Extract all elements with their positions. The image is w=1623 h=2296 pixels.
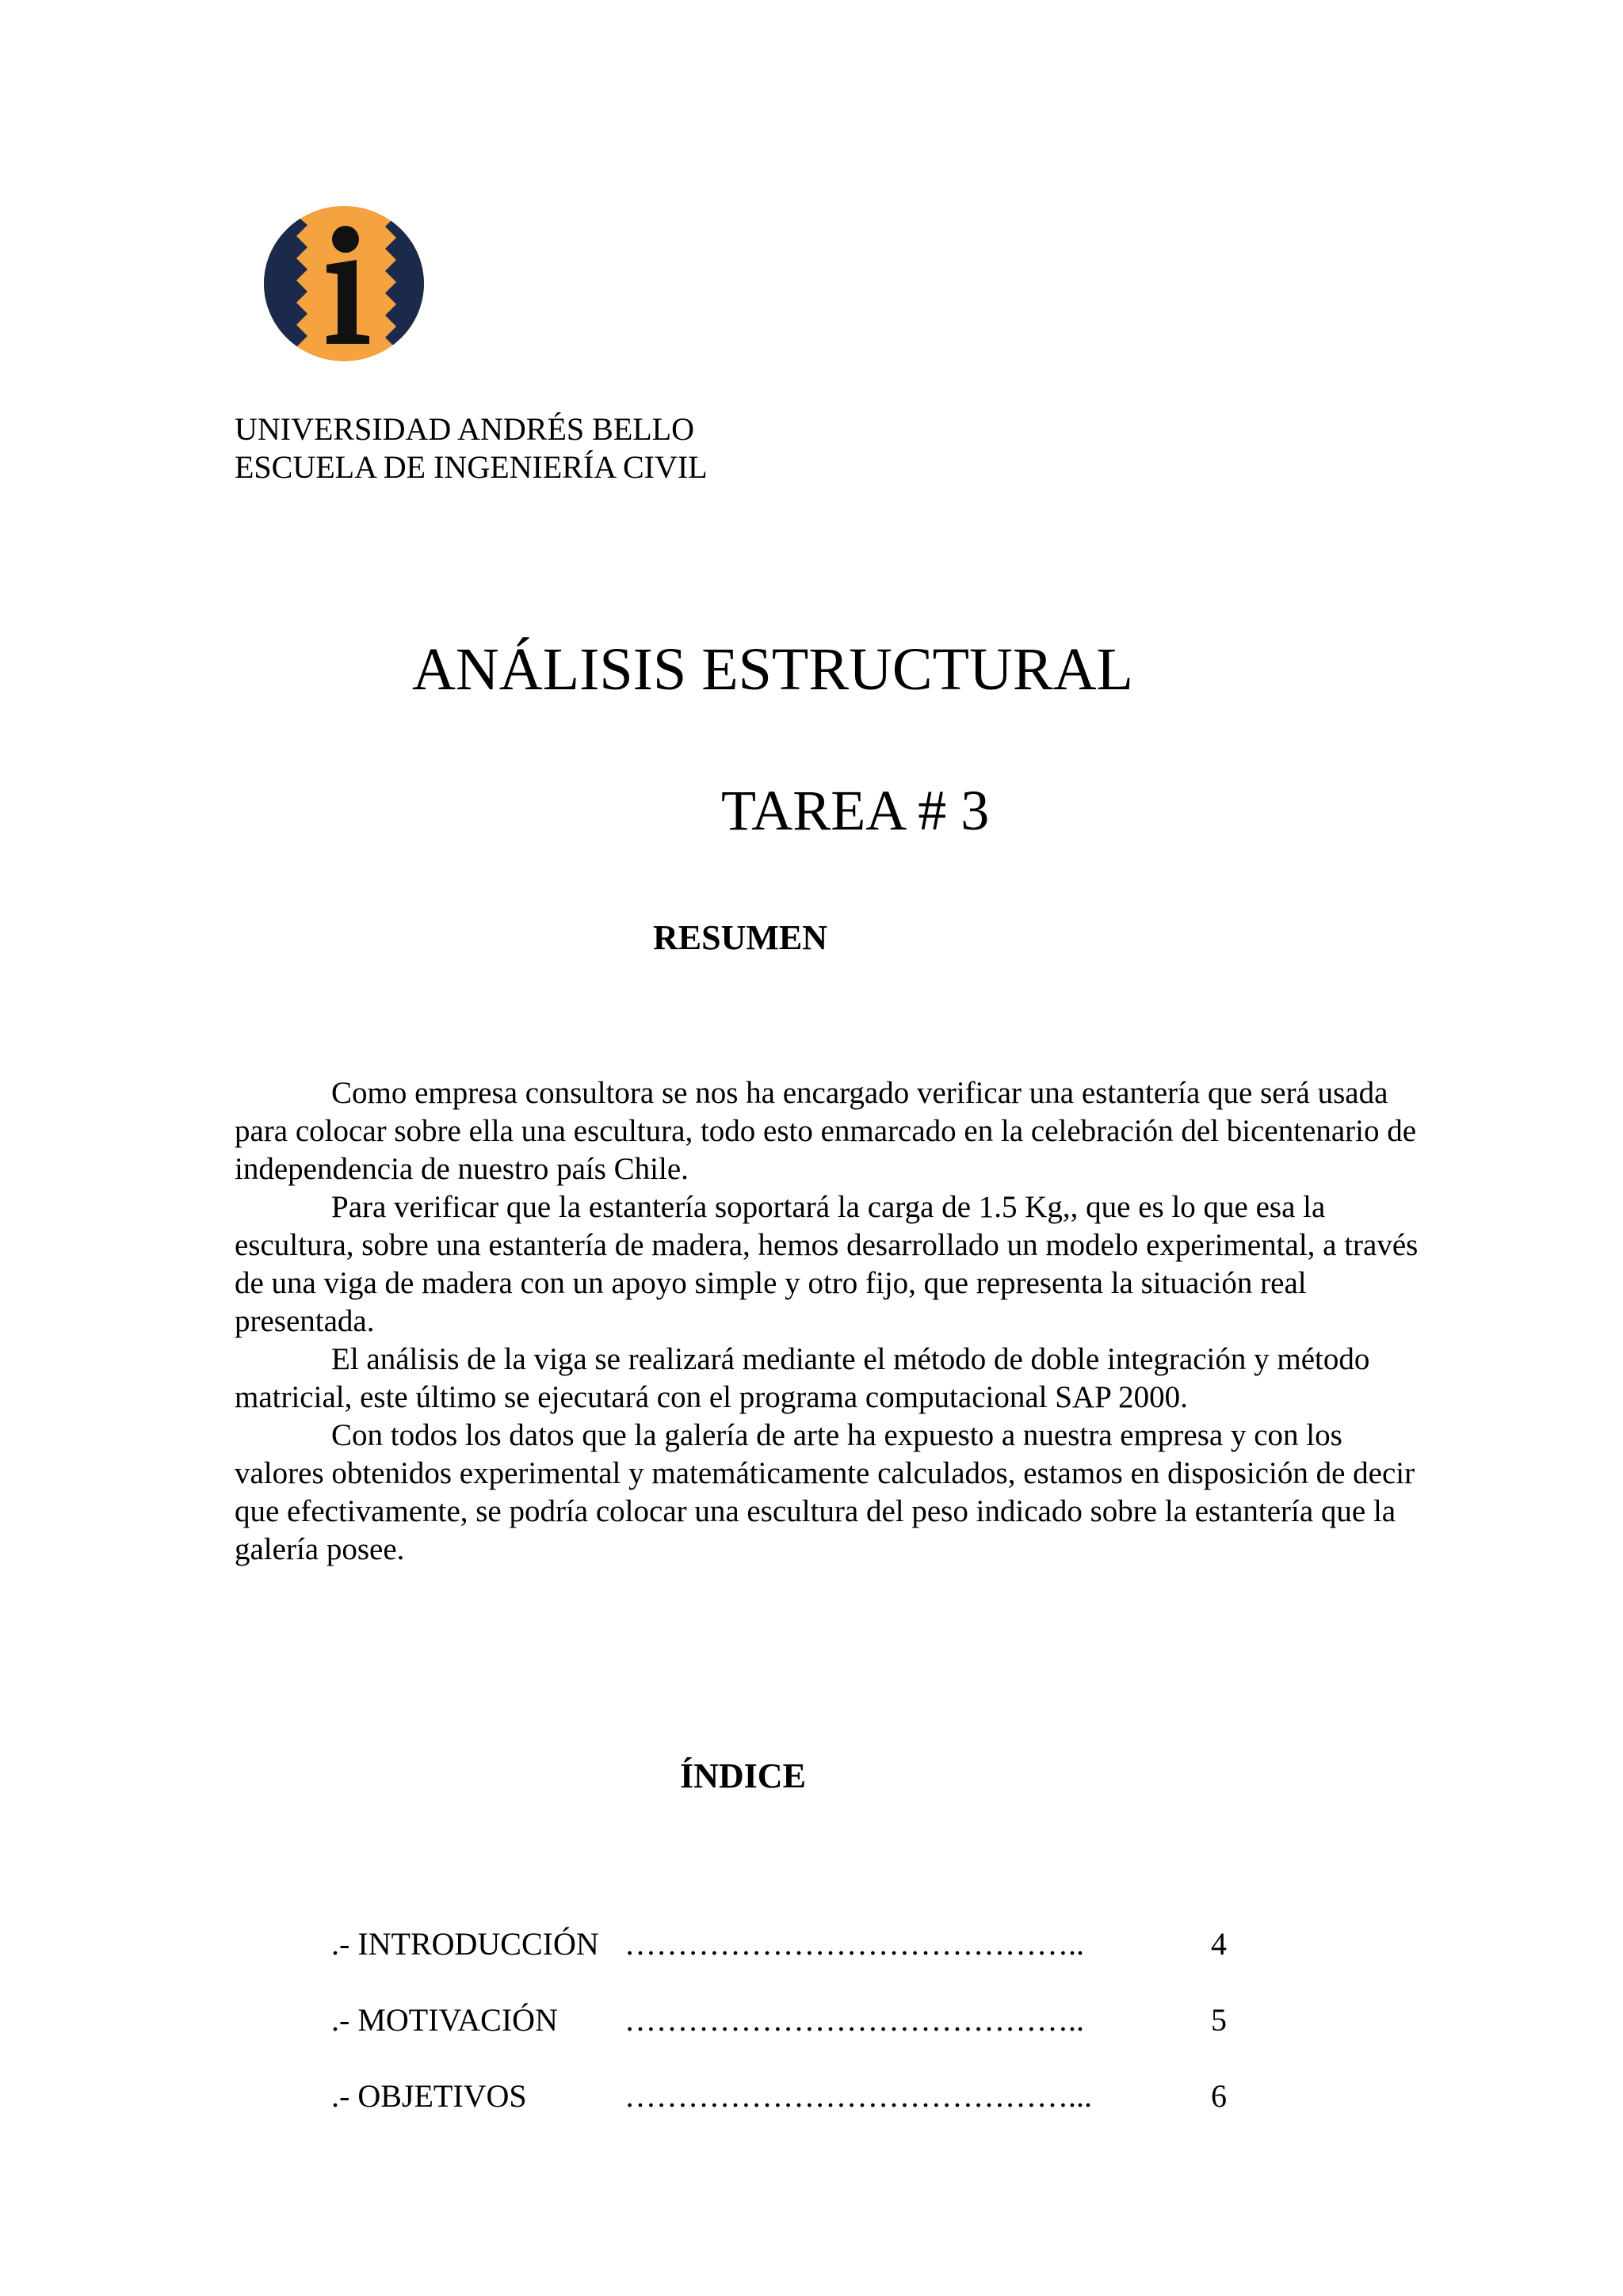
toc-leader: …………………………………….. [624, 2002, 1084, 2038]
toc-leader: …………………………………….. [624, 1926, 1084, 1962]
university-info-logo-icon [263, 204, 426, 363]
toc-page-number: 5 [1211, 2002, 1227, 2038]
institution-name: UNIVERSIDAD ANDRÉS BELLO [235, 411, 694, 447]
resumen-heading: RESUMEN [653, 918, 828, 957]
resumen-paragraph: El análisis de la viga se realizará mediante el método de doble integración y método matricial, este último se ejecutará con el programa computacional SAP 2000. [235, 1342, 1370, 1414]
resumen-body [235, 1074, 1423, 1569]
toc-page-number: 4 [1211, 1926, 1227, 1962]
toc-entry-introduccion [331, 1922, 1227, 1966]
toc-label: .- OBJETIVOS [331, 2078, 527, 2114]
toc-page-number: 6 [1211, 2078, 1227, 2114]
toc-entry-motivacion [331, 1998, 1227, 2042]
indice-heading: ÍNDICE [680, 1756, 806, 1795]
resumen-paragraph: Como empresa consultora se nos ha encargado verificar una estantería que será usada para colocar sobre ella una escultura, todo esto enmarcado en la celebración del bicentenario de independencia de nuestro país Chile. [235, 1076, 1417, 1186]
toc-leader: ……………………………………... [624, 2078, 1092, 2114]
toc-label: .- MOTIVACIÓN [331, 2002, 558, 2038]
toc-label: .- INTRODUCCIÓN [331, 1926, 599, 1962]
toc-entry-objetivos [331, 2074, 1227, 2119]
resumen-paragraph: Para verificar que la estantería soportará la carga de 1.5 Kg,, que es lo que esa la escultura, sobre una estantería de madera, hemos desarrollado un modelo experimental, a través de una viga de madera con un apoyo simple y otro fijo, que representa la situación real presentada. [235, 1190, 1419, 1338]
resumen-paragraph: Con todos los datos que la galería de arte ha expuesto a nuestra empresa y con los valores obtenidos experimental y matemáticamente calculados, estamos en disposición de decir que efectivamente, se podría colocar una escultura del peso indicado sobre la estantería que la galería posee. [235, 1418, 1415, 1566]
school-name: ESCUELA DE INGENIERÍA CIVIL [235, 449, 708, 485]
document-subtitle: TAREA # 3 [721, 779, 990, 842]
document-title: ANÁLISIS ESTRUCTURAL [412, 636, 1133, 703]
